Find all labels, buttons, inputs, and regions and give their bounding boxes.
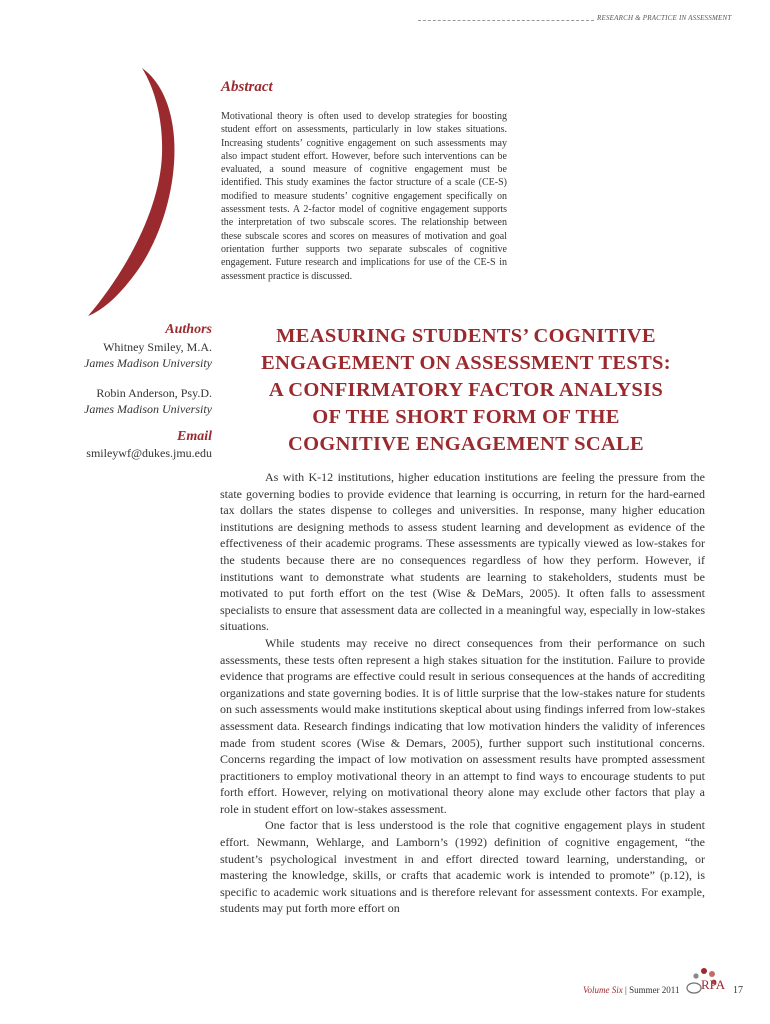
title-line: ENGAGEMENT ON ASSESSMENT TESTS: [261,352,671,374]
body-text [220,469,705,917]
body-paragraph: While students may receive no direct consequences from their performance on such assessments, these tests often represent a high stakes situation for the institution. Failure to provide evidence that programs are effective could result in serious consequences at the hands of accrediting organizations and state governing bodies. It is of little surprise that the low-stakes nature for students on such assessments would make institutions skeptical about using findings inferred from low-stakes assessment data. Research findings indicating that low motivation hinders the validity of inferences made from student scores (Wise & Demars, 2005), further support such institutional concerns. Concerns regarding the impact of low motivation on assessment results have prompted assessment practitioners to employ motivational theory in an attempt to find ways to encourage students to put forth effort. However, relying on motivational theory alone may exclude other factors that play a role in student effort on low-stakes assessment. [220,635,705,816]
rpa-logo-text: RPA [701,977,726,992]
article-title [218,323,714,458]
author-name: Robin Anderson, Psy.D. [96,386,212,400]
decorative-swoosh [80,64,190,324]
footer-separator: | [622,985,630,995]
abstract-text: Motivational theory is often used to develop strategies for boosting student effort on assessments, particularly in low stakes situations. Increasing students’ cognitive engagement on such assessments may also impact student effort. However, before such interventions can be evaluated, a sound measure of cognitive engagement must be identified. This study examines the factor structure of a scale (CE-S) modified to measure students’ cognitive engagement specifically on assessment tests. A 2-factor model of cognitive engagement supports the interpretation of two subscale scores. The relationship between these subscale scores and scores on measures of motivation and goal orientation further supports two separate subscales of cognitive engagement. Future research and implications for use of the CE-S in assessment practice is discussed. [221,111,507,282]
author-affiliation: James Madison University [84,402,212,416]
email-block [40,429,212,461]
author-name: Whitney Smiley, M.A. [103,340,212,354]
running-head: RESEARCH & PRACTICE IN ASSESSMENT [597,14,732,22]
title-line: OF THE SHORT FORM OF THE [312,406,620,428]
email-address[interactable]: smileywf@dukes.jmu.edu [86,446,212,460]
title-line: COGNITIVE ENGAGEMENT SCALE [288,433,644,455]
authors-heading: Authors [165,322,212,337]
footer-volume [583,985,679,995]
title-line: MEASURING STUDENTS’ COGNITIVE [276,325,656,347]
authors-block [40,322,212,417]
author-affiliation: James Madison University [84,356,212,370]
body-paragraph: One factor that is less understood is the role that cognitive engagement plays in student effort. Newmann, Wehlarge, and Lamborn’s (1992) definition of cognitive engagement, “the student’s psychological investment in and effort directed toward learning, understanding, or mastering the knowledge, skills, or crafts that academic work is intended to promote” (p.12), is specific to academic work situations and is therefore relevant for assessment contexts. For example, students may put forth more effort on [220,818,705,916]
volume-label: Volume Six [583,985,623,995]
abstract-heading: Abstract [221,79,273,95]
title-line: A CONFIRMATORY FACTOR ANALYSIS [268,379,664,401]
body-paragraph: As with K-12 institutions, higher education institutions are feeling the pressure from the state governing bodies to provide evidence that learning is occurring, in return for the hard-earned tax dollars the states dispense to colleges and universities. In response, many higher education institutions are designing methods to assess student learning and development as evidence of the effectiveness of their academic programs. These assessments are typically viewed as low-stakes for the students because there are no consequences regardless of how they perform. However, if institutions want to demonstrate what students are learning to stakeholders, students must be motivated to put forth effort on the test (Wise & DeMars, 2005). It often falls to assessment specialists to ensure that assessment data are collected in a meaningful way, especially in low-stakes situations. [220,470,705,634]
header-dashed-rule [418,20,594,21]
page-number: 17 [733,985,743,996]
email-heading: Email [176,429,212,444]
season-label: Summer 2011 [629,985,680,995]
